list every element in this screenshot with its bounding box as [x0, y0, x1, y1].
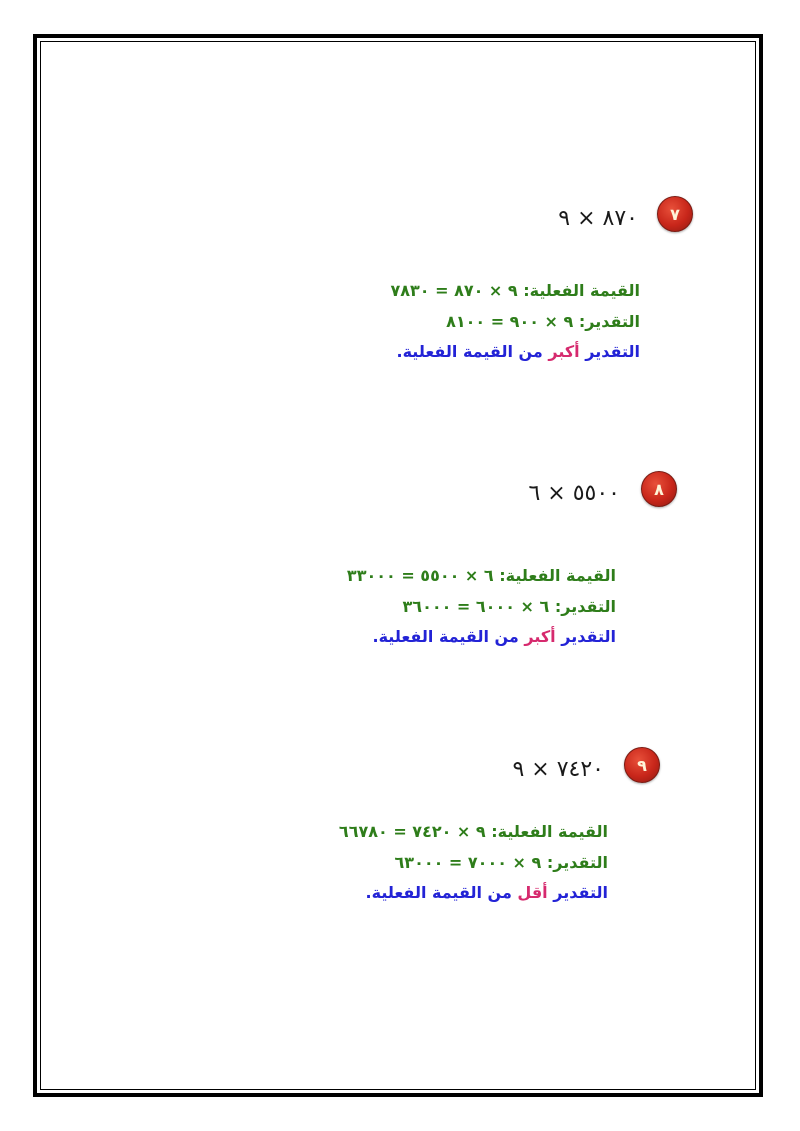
conclusion-prefix: التقدير [553, 883, 608, 902]
conclusion-suffix: من القيمة الفعلية. [365, 883, 512, 902]
actual-value-expression: ٩ × ٨٧٠ = ٧٨٣٠ [390, 281, 518, 300]
estimate-line [446, 312, 640, 331]
problem-number: ٩ [637, 755, 647, 775]
actual-value-expression: ٦ × ٥٥٠٠ = ٣٣٠٠٠ [346, 566, 494, 585]
estimate-expression: ٩ × ٧٠٠٠ = ٦٣٠٠٠ [394, 853, 542, 872]
problem-number: ٨ [654, 479, 664, 499]
problem-number-badge [624, 747, 660, 783]
actual-value-label: القيمة الفعلية: [523, 281, 640, 300]
conclusion-suffix: من القيمة الفعلية. [396, 342, 543, 361]
actual-value-expression: ٩ × ٧٤٢٠ = ٦٦٧٨٠ [338, 822, 486, 841]
actual-value-label: القيمة الفعلية: [491, 822, 608, 841]
actual-value-line [339, 822, 608, 841]
conclusion-suffix: من القيمة الفعلية. [372, 627, 519, 646]
estimate-expression: ٦ × ٦٠٠٠ = ٣٦٠٠٠ [402, 597, 550, 616]
estimate-label: التقدير: [554, 597, 616, 616]
actual-value-line [347, 566, 616, 585]
actual-value-label: القيمة الفعلية: [499, 566, 616, 585]
estimate-label: التقدير: [546, 853, 608, 872]
actual-value-line [390, 281, 640, 300]
estimate-line [403, 597, 616, 616]
conclusion-line [373, 627, 616, 646]
problem-number-badge [641, 471, 677, 507]
problem-expression: ٥٥٠٠ × ٦ [528, 481, 620, 506]
conclusion-prefix: التقدير [561, 627, 616, 646]
comparison-word: أكبر [524, 627, 556, 646]
comparison-word: أكبر [548, 342, 580, 361]
conclusion-line [366, 883, 608, 902]
problem-number: ٧ [670, 204, 680, 224]
problem-expression: ٨٧٠ × ٩ [558, 206, 638, 231]
estimate-line [395, 853, 608, 872]
problem-number-badge [657, 196, 693, 232]
comparison-word: أقل [517, 883, 548, 902]
estimate-expression: ٩ × ٩٠٠ = ٨١٠٠ [446, 312, 574, 331]
estimate-label: التقدير: [578, 312, 640, 331]
problem-expression: ٧٤٢٠ × ٩ [512, 757, 604, 782]
conclusion-line [397, 342, 640, 361]
conclusion-prefix: التقدير [585, 342, 640, 361]
